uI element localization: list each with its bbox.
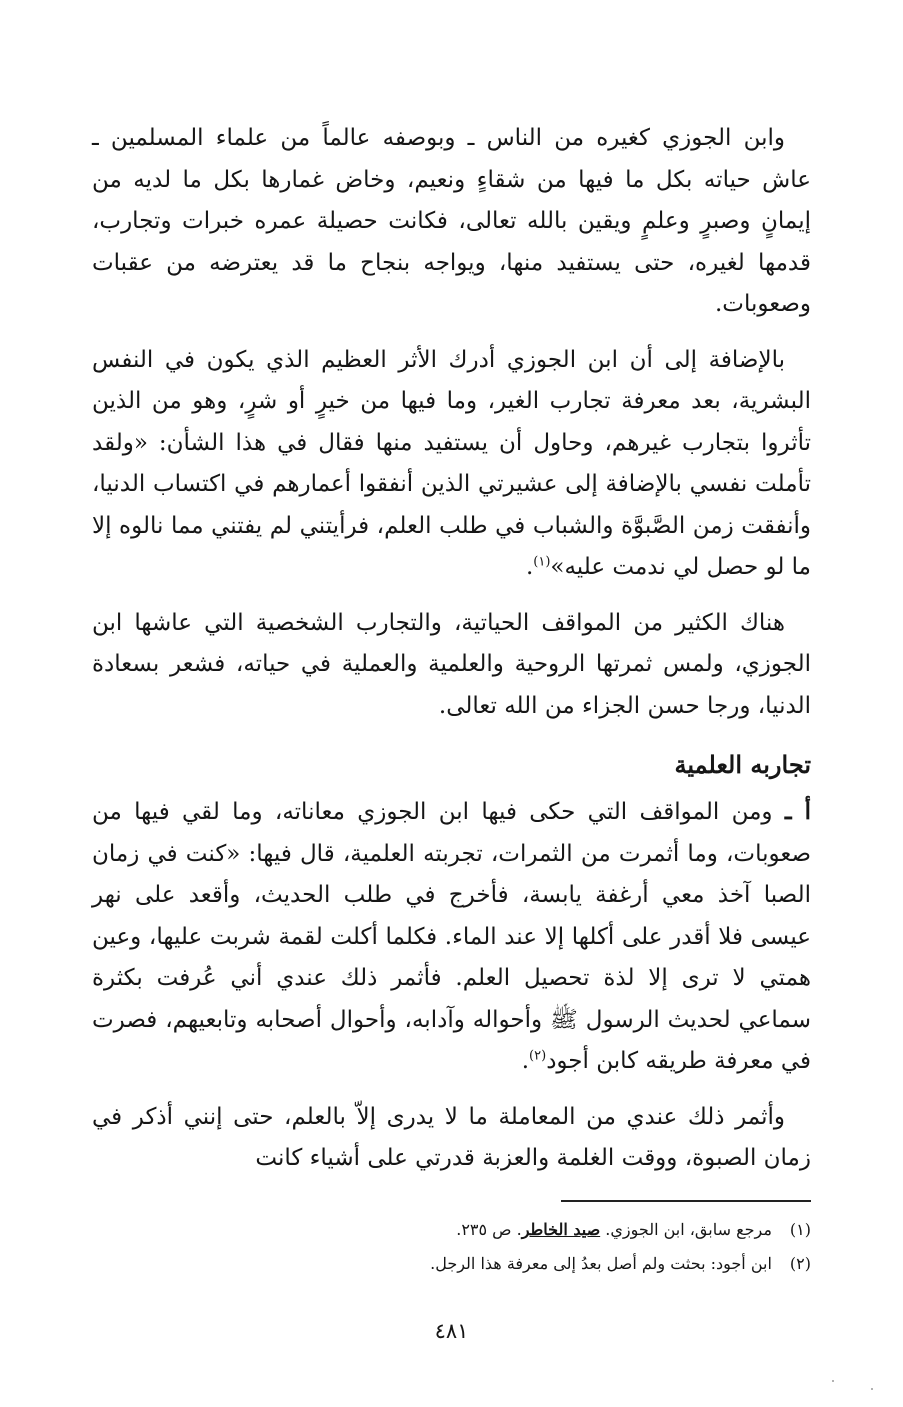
paragraph-2-end: . [525,554,534,580]
footnotes [92,1213,811,1281]
scan-speck [871,1388,873,1390]
paragraph-3-text: هناك الكثير من المواقف الحياتية، والتجارب الشخصية التي عاشها ابن الجوزي، ولمس ثمرتها الروحية والعلمية والعملية في حياته، فشعر بسعادة الدنيا، ورجا حسن الجزاء من الله تعالى. [92,609,811,719]
paragraph-5-text: وأثمر ذلك عندي من المعاملة ما لا يدرى إلاّ بالعلم، حتى إنني أذكر في زمان الصبوة، ووقت الغلمة والعزبة قدرتي على أشياء كانت [92,1103,811,1171]
paragraph-2 [92,340,811,589]
paragraph-5 [92,1097,811,1180]
paragraph-4-end: . [521,1048,530,1074]
footnote-2-text: ابن أجود: بحثت ولم أصل بعدُ إلى معرفة هذا الرجل. [430,1254,772,1273]
paragraph-4-text: ومن المواقف التي حكى فيها ابن الجوزي معاناته، وما لقي فيها من صعوبات، وما أثمرت من الثمرات، تجربته العلمية، قال فيها: «كنت في زمان الصبا آخذ معي أرغفة يابسة، فأخرج في طلب الحديث، وأقعد على نهر عيسى فلا أقدر على أكلها إلا عند الماء. فكلما أكلت لقمة شربت عليها، وعين همتي لا ترى إلا لذة تحصيل العلم. فأثمر ذلك عندي أني عُرفت بكثرة سماعي لحديث الرسول ﷺ وأحواله وآدابه، وأحوال أصحابه وتابعيهم، فصرت في معرفة طريقه كابن أجود [92,799,811,1074]
footnote-1-book-title: صيد الخاطر [521,1220,601,1239]
paragraph-2-text: بالإضافة إلى أن ابن الجوزي أدرك الأثر العظيم الذي يكون في النفس البشرية، بعد معرفة تجارب الغير، وما فيها من خيرٍ أو شرٍ، وهو من الذين تأثروا بتجارب غيرهم، وحاول أن يستفيد منها فقال في هذا الشأن: «ولقد تأملت نفسي بالإضافة إلى عشيرتي الذين أنفقوا أعمارهم في اكتساب الدنيا، وأنفقت زمن الصَّبوَّة والشباب في طلب العلم، فرأيتني لم يفتني مما نالوه إلا ما لو حصل لي ندمت عليه» [92,346,811,580]
paragraph-1-text: وابن الجوزي كغيره من الناس ـ وبوصفه عالماً من علماء المسلمين ـ عاش حياته بكل ما فيها من شقاءٍ ونعيم، وخاض غمارها بكل ما لديه من إيمانٍ وصبرٍ وعلمٍ ويقين بالله تعالى، فكانت حصيلة عمره خبرات وتجارب، قدمها لغيره، حتى يستفيد منها، ويواجه بنجاح ما قد يعترضه من عقبات وصعوبات. [92,125,811,317]
footnote-1-page: . ص ٢٣٥. [456,1220,522,1239]
footnote-ref-2: (٢) [529,1048,547,1064]
paragraph-4 [92,791,811,1083]
paragraph-1 [92,118,811,326]
paragraph-3 [92,603,811,728]
footnote-2 [92,1247,811,1281]
footnote-1-number: (١) [789,1220,811,1239]
item-marker: أ ـ [784,798,811,825]
section-heading: تجاربه العلمية [674,750,811,779]
main-text [92,118,811,1194]
scan-speck [832,1380,834,1382]
footnote-ref-1: (١) [533,554,551,570]
footnote-separator [561,1200,811,1202]
footnote-2-number: (٢) [789,1254,811,1273]
footnote-1-source: مرجع سابق، ابن الجوزي. [605,1220,772,1239]
page-number: ٤٨١ [434,1319,469,1343]
footnote-1 [92,1213,811,1247]
